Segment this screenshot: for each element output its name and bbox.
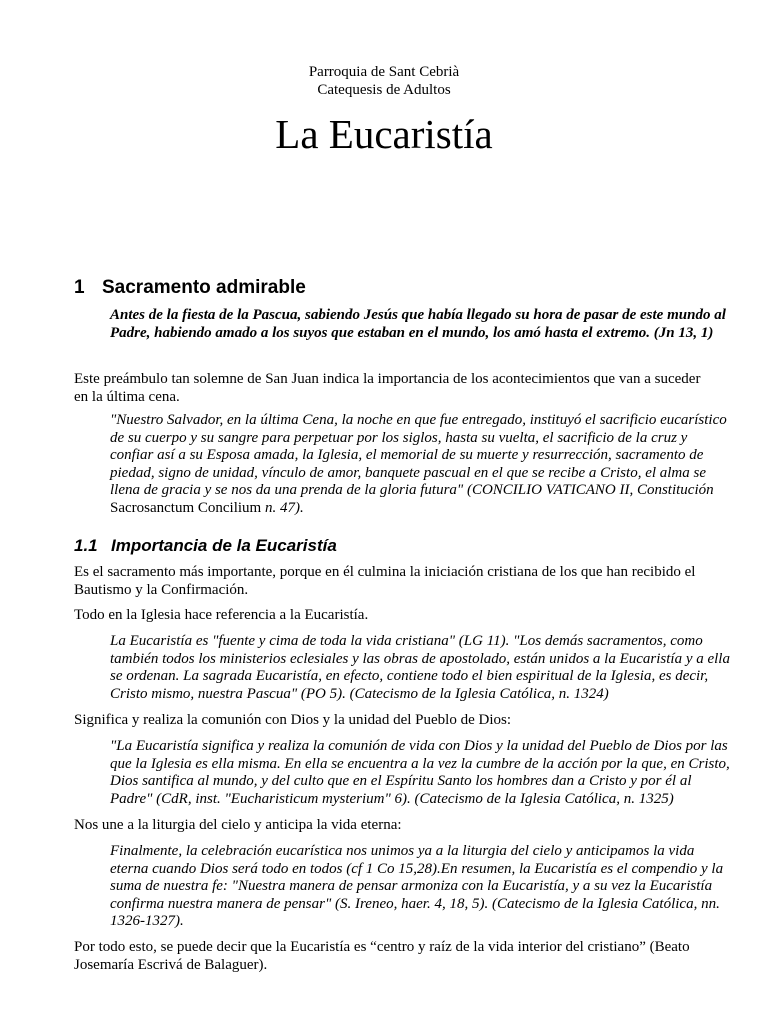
subsection-heading xyxy=(74,535,337,557)
council-quote-ref: n. 47). xyxy=(261,499,304,516)
council-quote xyxy=(110,412,730,517)
catechism-quote-1324: La Eucaristía es "fuente y cima de toda la vida cristiana" (LG 11). "Los demás sacramentos, como también todos los ministerios eclesiales y las obras de apostolado, están unidos a la Eucaristía y a ella se ordenan. La sagrada Eucaristía, en efecto, contiene todo el bien espiritual de la Iglesia, es decir, Cristo mismo, nuestra Pascua" (PO 5). (Catecismo de la Iglesia Católica, n. 1324) xyxy=(110,633,730,702)
program-name: Catequesis de Adultos xyxy=(317,82,451,98)
paragraph-communion: Significa y realiza la comunión con Dios y la unidad del Pueblo de Dios: xyxy=(74,712,511,728)
section-heading xyxy=(74,276,306,300)
section-title: Sacramento admirable xyxy=(102,277,306,298)
intro-paragraph: Este preámbulo tan solemne de San Juan indica la importancia de los acontecimientos que van a suceder en la última cena. xyxy=(74,371,701,405)
paragraph-importance: Es el sacramento más importante, porque en él culmina la iniciación cristiana de los que han recibido el Bautismo y la Confirmación. xyxy=(74,564,696,598)
catechism-quote-1325: "La Eucaristía significa y realiza la comunión de vida con Dios y la unidad del Pueblo de Dios por las que la Iglesia es ella misma. En ella se encuentra a la vez la cumbre de la acción por la que, en Cristo, Dios santifica al mundo, y del culto que en el Espíritu Santo los hombres dan a Cristo y por él al Padre" (CdR, inst. "Eucharisticum mysterium" 6). (Catecismo de la Iglesia Católica, n. 1325) xyxy=(110,738,730,807)
council-quote-text: "Nuestro Salvador, en la última Cena, la noche en que fue entregado, instituyó el sacrificio eucarístico de su cuerpo y su sangre para perpetuar por los siglos, hasta su vuelta, el sacrificio de la cruz y confiar así a su Esposa amada, la Iglesia, el memorial de su muerte y resurrección, sacramento de piedad, signo de unidad, vínculo de amor, banquete pascual en el que se recibe a Cristo, el alma se llena de gracia y se nos da una prenda de la gloria futura" (CONCILIO VATICANO II, Constitución xyxy=(110,412,727,498)
subsection-number: 1.1 xyxy=(74,536,98,555)
document-title: La Eucaristía xyxy=(275,111,493,157)
parish-name: Parroquia de Sant Cebrià xyxy=(308,64,460,80)
paragraph-reference: Todo en la Iglesia hace referencia a la Eucaristía. xyxy=(74,607,369,623)
paragraph-liturgy: Nos une a la liturgia del cielo y anticipa la vida eterna: xyxy=(74,817,402,833)
paragraph-conclusion: Por todo esto, se puede decir que la Eucaristía es “centro y raíz de la vida interior del cristiano” (Beato Josemaría Escrivá de Balaguer). xyxy=(74,939,690,973)
council-document-name: Sacrosanctum Concilium xyxy=(110,499,262,516)
subsection-title: Importancia de la Eucaristía xyxy=(111,536,337,555)
catechism-quote-1326: Finalmente, la celebración eucarística nos unimos ya a la liturgia del cielo y anticipamos la vida eterna cuando Dios será todo en todos (cf 1 Co 15,28).En resumen, la Eucaristía es el compendio y la suma de nuestra fe: "Nuestra manera de pensar armoniza con la Eucaristía, y a su vez la Eucaristía confirma nuestra manera de pensar" (S. Ireneo, haer. 4, 18, 5). (Catecismo de la Iglesia Católica, nn. 1326-1327). xyxy=(110,843,724,929)
section-number: 1 xyxy=(74,277,85,298)
epigraph-quote: Antes de la fiesta de la Pascua, sabiendo Jesús que había llegado su hora de pasar de este mundo al Padre, habiendo amado a los suyos que estaban en el mundo, los amó hasta el extremo. (Jn 13, 1) xyxy=(110,307,726,341)
